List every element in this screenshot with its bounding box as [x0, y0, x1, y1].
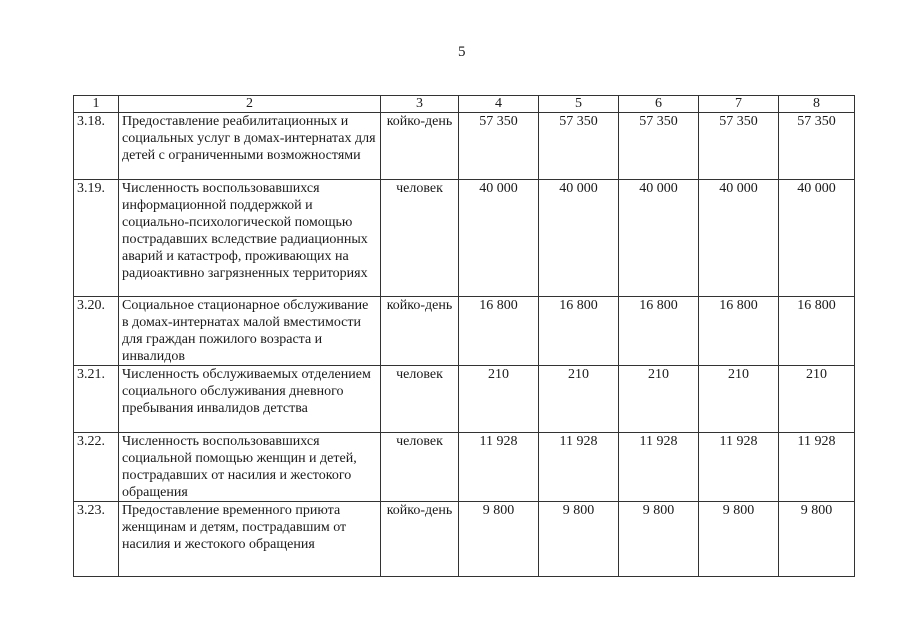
row-number: 3.20.: [74, 297, 119, 366]
value-cell: 57 350: [459, 113, 539, 180]
row-number: 3.22.: [74, 433, 119, 502]
row-unit: койко-день: [381, 297, 459, 366]
value-cell: 9 800: [459, 502, 539, 577]
table-row: [74, 433, 855, 502]
header-cell: 3: [381, 96, 459, 113]
row-unit: койко-день: [381, 502, 459, 577]
header-cell: 7: [699, 96, 779, 113]
value-cell: 9 800: [699, 502, 779, 577]
value-cell: 57 350: [779, 113, 855, 180]
table-row: [74, 113, 855, 180]
value-cell: 16 800: [779, 297, 855, 366]
row-description: Предоставление временного приюта женщинам и детям, пострадавшим от насилия и жестокого обращения: [119, 502, 381, 577]
page-number: 5: [458, 44, 466, 60]
value-cell: 9 800: [619, 502, 699, 577]
row-description: Численность воспользовавшихся социальной помощью женщин и детей, пострадавших от насилия и жестокого обращения: [119, 433, 381, 502]
value-cell: 9 800: [539, 502, 619, 577]
value-cell: 210: [779, 366, 855, 433]
row-description: Социальное стационарное обслуживание в домах-интернатах малой вместимости для граждан пожилого возраста и инвалидов: [119, 297, 381, 366]
data-table: [73, 95, 855, 577]
value-cell: 40 000: [699, 180, 779, 297]
value-cell: 16 800: [619, 297, 699, 366]
value-cell: 57 350: [699, 113, 779, 180]
row-description: Численность обслуживаемых отделением социального обслуживания дневного пребывания инвалидов детства: [119, 366, 381, 433]
value-cell: 210: [539, 366, 619, 433]
header-cell: 6: [619, 96, 699, 113]
value-cell: 40 000: [539, 180, 619, 297]
row-number: 3.21.: [74, 366, 119, 433]
row-unit: человек: [381, 180, 459, 297]
row-number: 3.18.: [74, 113, 119, 180]
table-row: [74, 297, 855, 366]
header-cell: 2: [119, 96, 381, 113]
value-cell: 16 800: [699, 297, 779, 366]
value-cell: 40 000: [779, 180, 855, 297]
value-cell: 16 800: [459, 297, 539, 366]
row-description: Численность воспользовавшихся информационной поддержкой и социально-психологической помощью пострадавших вследствие радиационных аварий и катастроф, проживающих на радиоактивно загрязненных территориях: [119, 180, 381, 297]
row-unit: человек: [381, 366, 459, 433]
header-cell: 4: [459, 96, 539, 113]
header-cell: 1: [74, 96, 119, 113]
value-cell: 210: [459, 366, 539, 433]
table-row: [74, 366, 855, 433]
value-cell: 210: [699, 366, 779, 433]
value-cell: 11 928: [619, 433, 699, 502]
value-cell: 57 350: [539, 113, 619, 180]
table-row: [74, 180, 855, 297]
header-cell: 5: [539, 96, 619, 113]
value-cell: 9 800: [779, 502, 855, 577]
table-row: [74, 502, 855, 577]
row-description: Предоставление реабилитационных и социальных услуг в домах-интернатах для детей с ограниченными возможностями: [119, 113, 381, 180]
value-cell: 16 800: [539, 297, 619, 366]
value-cell: 210: [619, 366, 699, 433]
row-unit: койко-день: [381, 113, 459, 180]
value-cell: 11 928: [459, 433, 539, 502]
value-cell: 11 928: [779, 433, 855, 502]
value-cell: 11 928: [539, 433, 619, 502]
row-number: 3.19.: [74, 180, 119, 297]
header-cell: 8: [779, 96, 855, 113]
value-cell: 40 000: [459, 180, 539, 297]
table-header-row: [74, 96, 855, 113]
row-number: 3.23.: [74, 502, 119, 577]
value-cell: 40 000: [619, 180, 699, 297]
value-cell: 57 350: [619, 113, 699, 180]
value-cell: 11 928: [699, 433, 779, 502]
row-unit: человек: [381, 433, 459, 502]
